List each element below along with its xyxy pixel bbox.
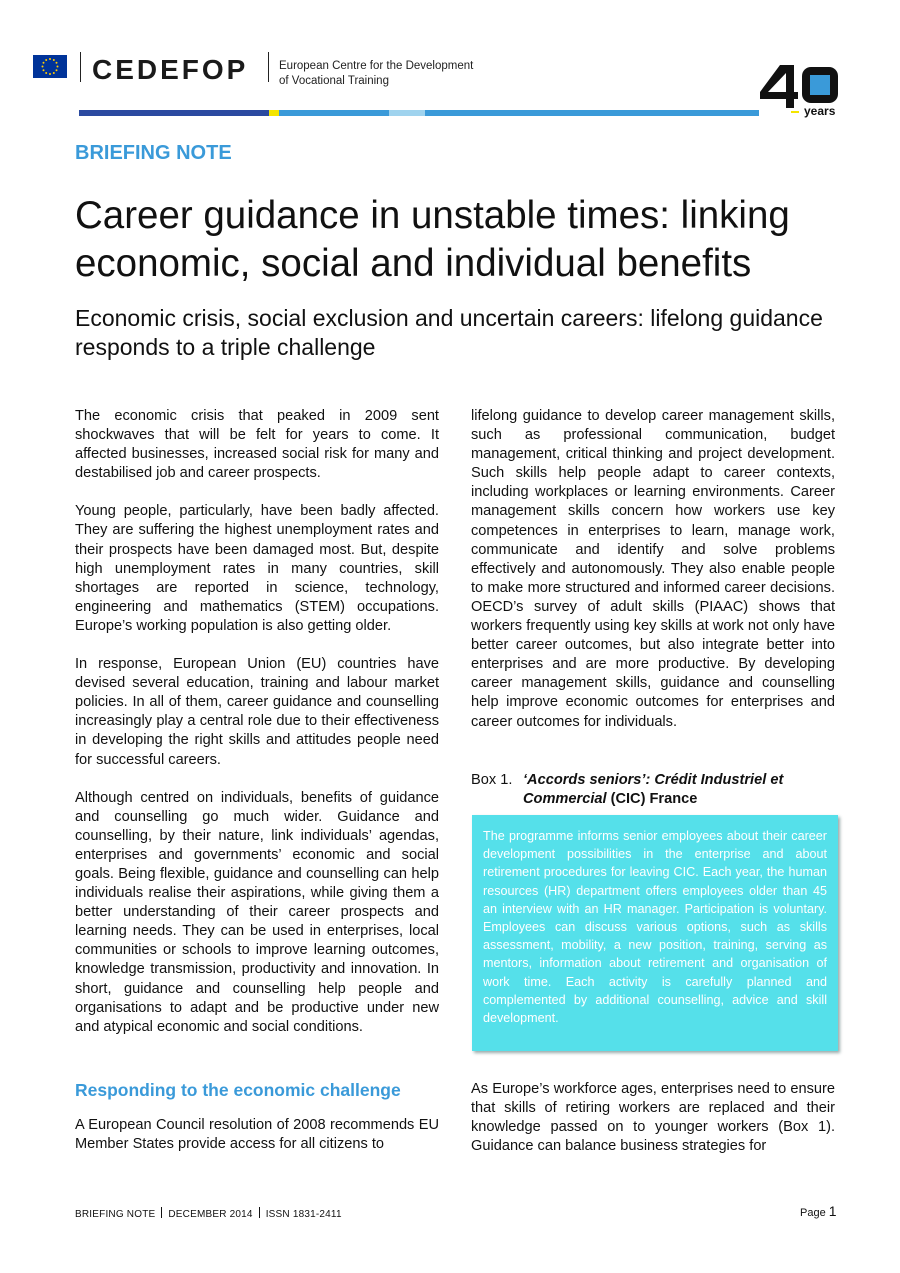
page-subtitle: Economic crisis, social exclusion and uncertain careers: lifelong guidance responds to a triple challenge [75,305,823,360]
footer-separator [259,1207,260,1218]
paragraph: In response, European Union (EU) countries have devised several education, training and labour market policies. In all of them, career guidance and counselling increasingly play a central role due to their effectiveness in developing the right skills and attitudes people need for successful careers. [75,656,439,768]
right-column-continued [471,1080,835,1175]
page-label: Page [800,1207,826,1219]
footer-issn: ISSN 1831-2411 [265,1209,342,1220]
header-divider [80,52,81,82]
box-number: Box 1. [471,772,513,788]
header-divider [268,52,269,82]
org-name-line2: of Vocational Training [279,75,389,87]
paragraph: lifelong guidance to develop career management skills, such as professional communication, budget management, critical thinking and project development. Such skills help people adapt to career contexts, including workplaces or learning environments. Career management skills concern how workers use key competences in enterprises to learn, manage work, communicate and identify and solve problems effectively and autonomously. They also enable people to make more structured and informed career decisions. OECD’s survey of adult skills (PIAAC) shows that workers frequently using key skills at work not only have better career outcomes, but also integrate better into enterprises and are more productive. By developing career management skills, guidance and counselling help improve economic outcomes for enterprises and career outcomes for individuals. [471,408,835,730]
paragraph: Young people, particularly, have been badly affected. They are suffering the highest unemployment rates and their prospects have been damaged most. But, despite high unemployment rates in many countries, skill shortages are reported in science, technology, engineering and mathematics (STEM) occupations. Europe’s working population is also getting older. [75,503,439,634]
right-column [471,407,835,751]
paragraph: A European Council resolution of 2008 recommends EU Member States provide access for all citizens to [75,1117,439,1153]
info-box [472,815,838,1051]
box-title-rest: (CIC) France [606,791,698,807]
paragraph: The economic crisis that peaked in 2009 sent shockwaves that will be felt for years to come. It affected businesses, increased social risk for many and destabilised job and career prospects. [75,408,439,482]
paragraph: As Europe’s workforce ages, enterprises need to ensure that skills of retiring workers are replaced and their knowledge passed on to younger workers (Box 1). Guidance can balance business strategies for [471,1081,835,1155]
section-heading: Responding to the economic challenge [75,1080,401,1100]
page-number [800,1203,837,1219]
color-strip [79,110,759,116]
page-number-value: 1 [828,1203,837,1219]
paragraph: Although centred on individuals, benefits of guidance and counselling go much wider. Guidance and counselling, by their nature, link individuals’ agendas, enterprises and governments’ economic and social goals. Being flexible, guidance and counselling can help individuals realise their aspirations, while giving them a better understanding of their career prospects and learning needs. They can be used in enterprises, local communities or schools to improve learning outcomes, knowledge transmission, productivity and innovation. In short, guidance and counselling help people and organisations to adapt and be productive under new and atypical economic and social conditions. [75,789,439,1035]
org-name-line1: European Centre for the Development [279,60,474,72]
left-column [75,407,439,1056]
footer-doc-type: BRIEFING NOTE [75,1209,156,1220]
anniversary-badge [758,60,843,122]
left-column-continued [75,1116,439,1173]
strip-segment-blue [425,110,759,116]
organisation-name [279,59,499,89]
strip-segment-dark-blue [79,110,269,116]
box-caption [471,771,835,809]
footer-info [75,1207,342,1220]
box-text: The programme informs senior employees about their career development possibilities in the enterprise and about retirement procedures for leaving CIC. Each year, the human resources (HR) department offers employees older than 45 an interview with an HR manager. Participation is voluntary. Employees can discuss various options, such as skills assessment, mobility, a new position, training, serving as mentors, information about retirement and organisation of work time. Each activity is carefully planned and complemented by additional counselling, advice and skill development. [483,829,827,1026]
footer-date: DECEMBER 2014 [168,1209,253,1220]
badge-label: years [804,104,836,118]
page-title: Career guidance in unstable times: linking economic, social and individual benefits [75,194,790,285]
box-title-italic: ‘Accords seniors’: Crédit Industriel et Commercial [523,772,784,807]
footer-separator [161,1207,162,1218]
cedefop-logo-text: CEDEFOP [92,54,249,85]
eu-flag-logo [33,55,67,78]
document-type-label: BRIEFING NOTE [75,142,232,164]
strip-segment-light-blue [389,110,425,116]
strip-segment-yellow [269,110,279,116]
strip-segment-blue [279,110,389,116]
